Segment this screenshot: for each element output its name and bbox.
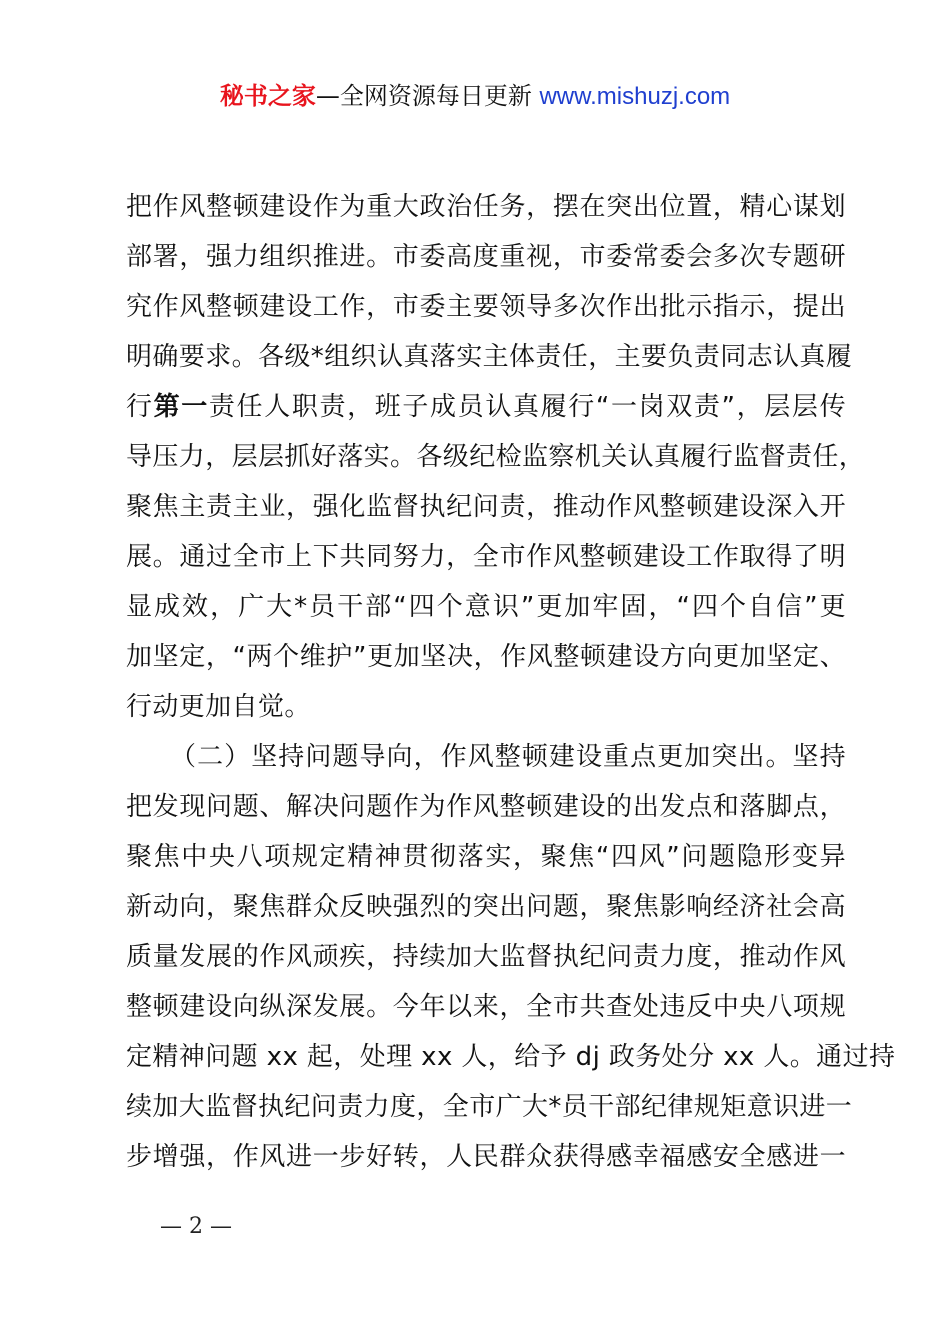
text-line: （二）坚持问题导向，作风整顿建设重点更加突出。坚持 [170,742,846,772]
text-line: 步增强，作风进一步好转，人民群众获得感幸福感安全感进一 [126,1142,846,1172]
text-segment: 行 [126,392,154,422]
text-line: 定精神问题 xx 起，处理 xx 人，给予 dj 政务处分 xx 人。通过持 [126,1042,896,1072]
text-line: 续加大监督执纪问责力度，全市广大*员干部纪律规矩意识进一 [126,1092,853,1122]
site-header [0,78,950,115]
text-line: 把发现问题、解决问题作为作风整顿建设的出发点和落脚点， [126,792,846,822]
site-brand: 秘书之家 [219,82,316,110]
document-body [126,182,896,1182]
paragraph-2 [126,732,896,1182]
text-line: 聚焦中央八项规定精神贯彻落实，聚焦“四风”问题隐形变异 [126,842,846,872]
text-line: 把作风整顿建设作为重大政治任务，摆在突出位置，精心谋划 [126,192,846,222]
text-line: 导压力，层层抓好落实。各级纪检监察机关认真履行监督责任， [126,442,866,472]
page-number: — 2 — [160,1214,232,1239]
text-line: 究作风整顿建设工作，市委主要领导多次作出批示指示，提出 [126,292,846,322]
text-line [126,382,846,432]
text-segment: 责任人职责，班子成员认真履行“一岗双责”，层层传 [208,392,846,422]
bold-text: 第一 [153,392,209,422]
text-line: 显成效，广大*员干部“四个意识”更加牢固，“四个自信”更 [126,592,846,622]
site-url-link[interactable]: www.mishuzj.com [539,83,731,110]
text-line: 质量发展的作风顽疾，持续加大监督执纪问责力度，推动作风 [126,942,846,972]
text-line: 明确要求。各级*组织认真落实主体责任，主要负责同志认真履 [126,342,853,372]
text-line: 部署，强力组织推进。市委高度重视，市委常委会多次专题研 [126,242,846,272]
text-line: 聚焦主责主业，强化监督执纪问责，推动作风整顿建设深入开 [126,492,846,522]
text-line: 新动向，聚焦群众反映强烈的突出问题，聚焦影响经济社会高 [126,892,846,922]
text-line: 展。通过全市上下共同努力，全市作风整顿建设工作取得了明 [126,542,846,572]
site-slogan: —全网资源每日更新 [315,82,540,110]
text-line: 加坚定，“两个维护”更加坚决，作风整顿建设方向更加坚定、 [126,642,846,672]
text-line: 行动更加自觉。 [126,692,311,722]
paragraph-1 [126,182,866,732]
text-line: 整顿建设向纵深发展。今年以来，全市共查处违反中央八项规 [126,992,846,1022]
